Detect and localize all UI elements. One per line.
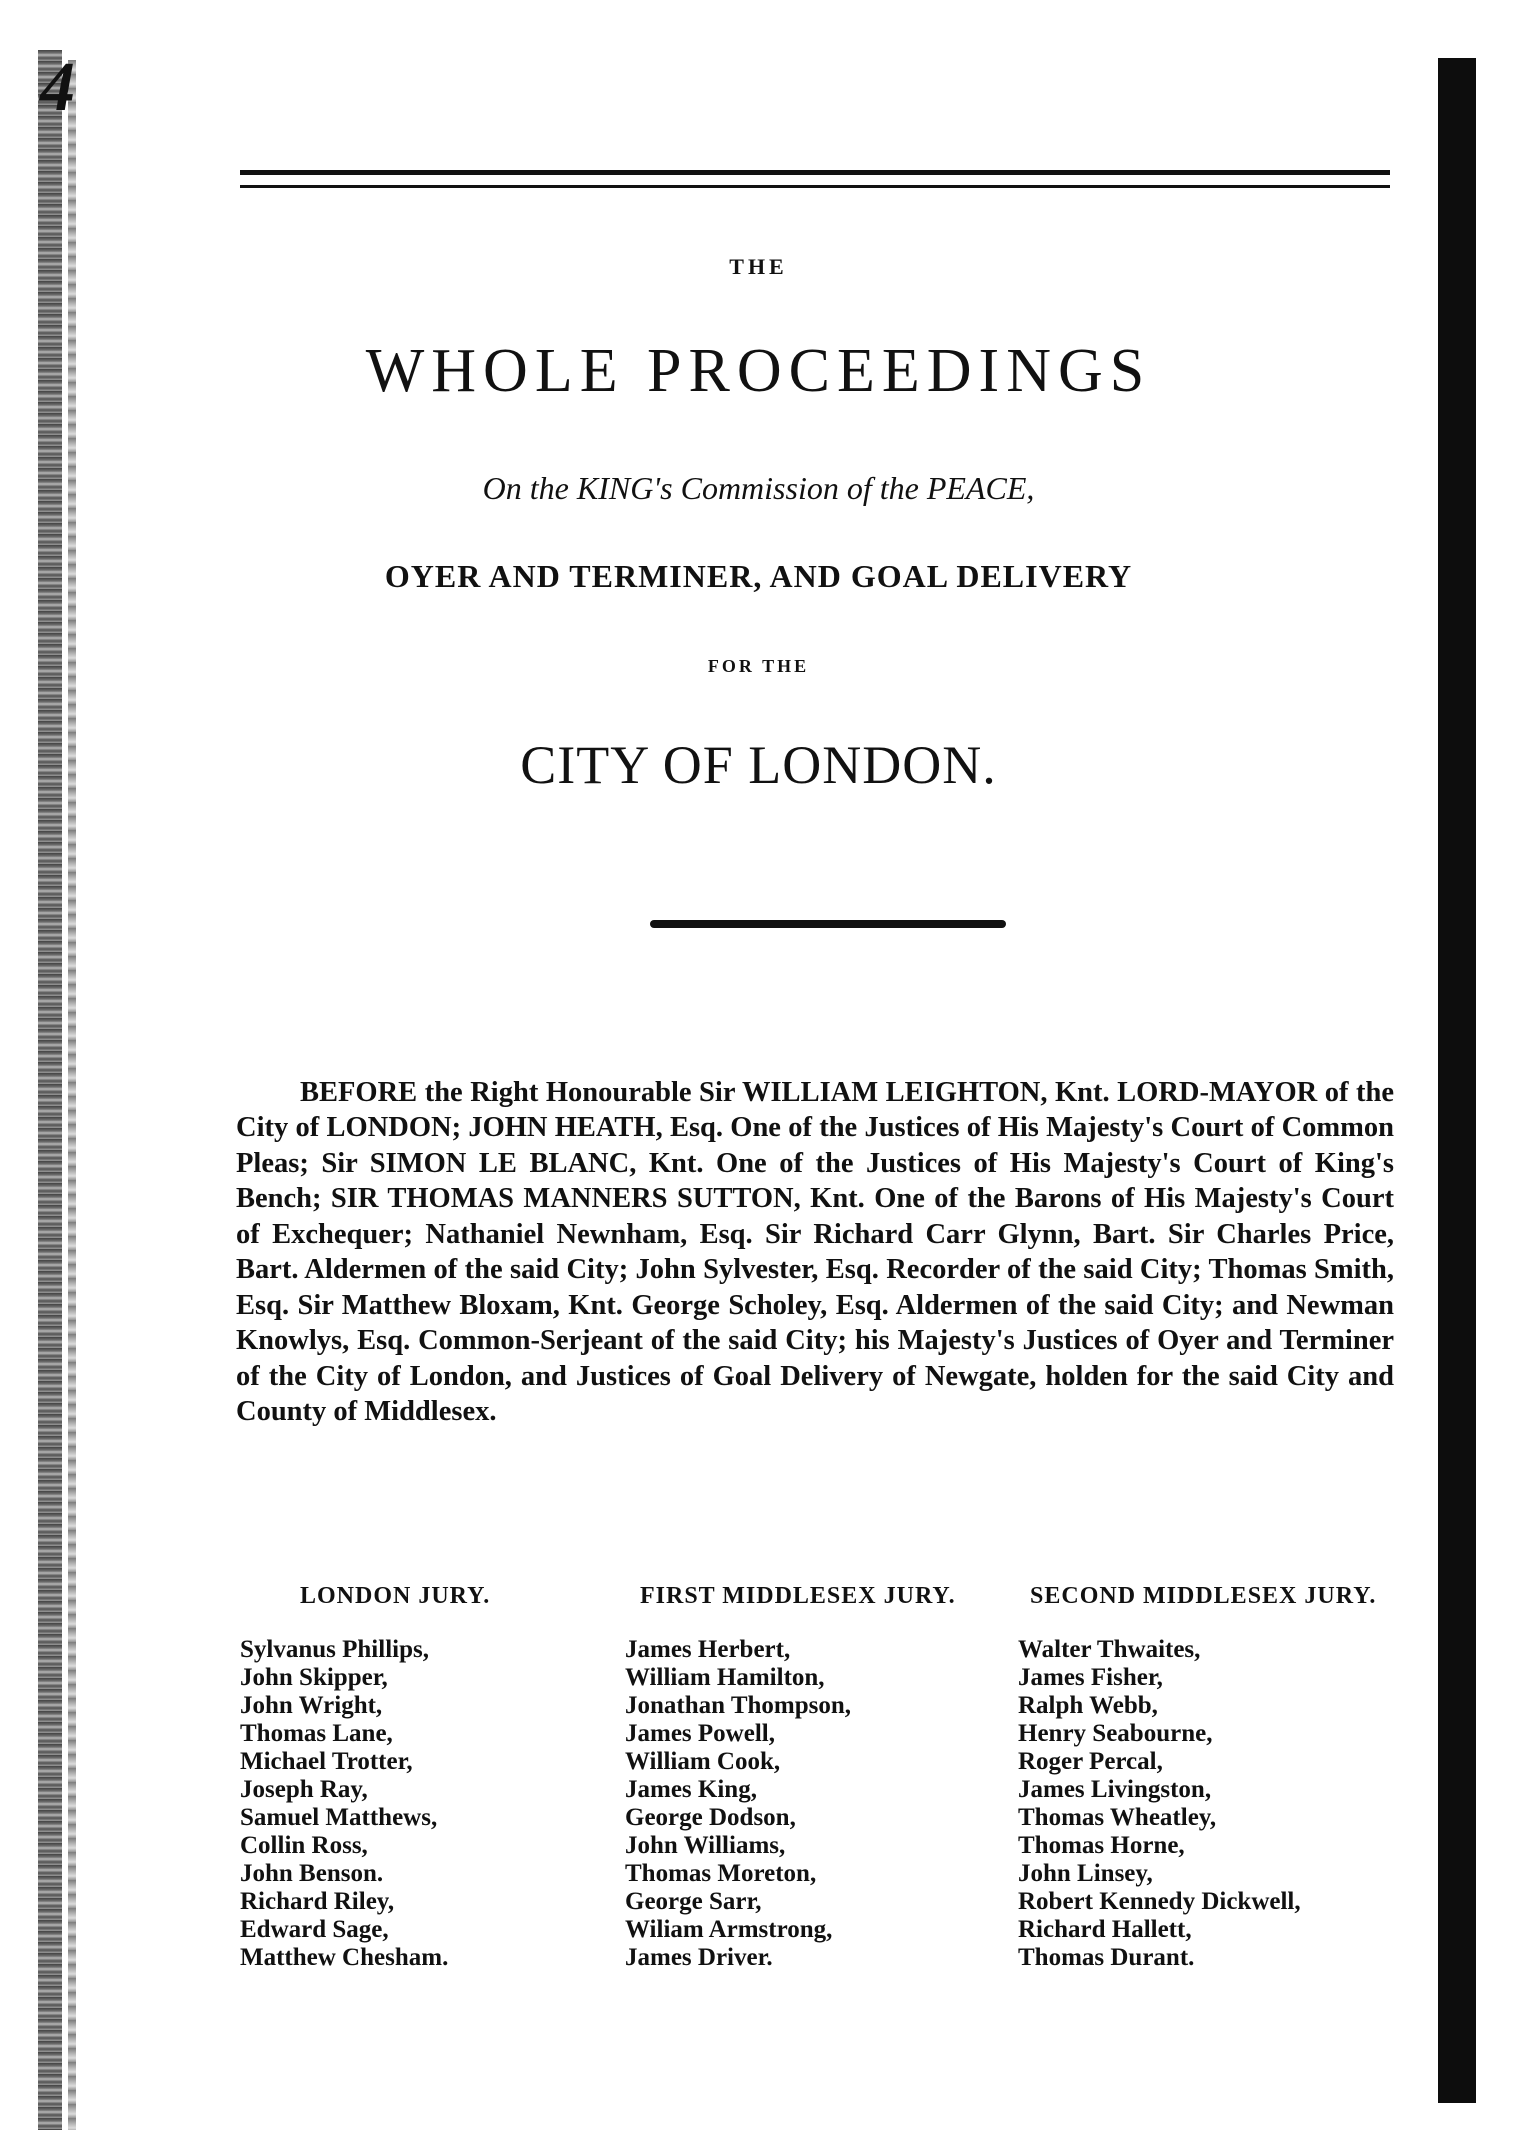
juror-name: Ralph Webb, [1018,1692,1158,1719]
juror-name: James Livingston, [1018,1776,1212,1803]
middle-decorative-rule [650,920,1006,928]
juror-name: Richard Riley, [240,1888,395,1915]
first-middlesex-jury-list [625,1636,851,1972]
juror-name: Roger Percal, [1018,1748,1163,1775]
juror-name: Thomas Wheatley, [1018,1804,1217,1831]
juror-name: James King, [625,1776,757,1803]
juror-name: Henry Seabourne, [1018,1720,1213,1747]
juror-name: Thomas Durant. [1018,1944,1195,1971]
juror-name: Thomas Moreton, [625,1860,817,1887]
juror-name: Samuel Matthews, [240,1804,438,1831]
juror-name: Wiliam Armstrong, [625,1916,833,1943]
juror-name: Matthew Chesham. [240,1944,449,1971]
juror-name: Joseph Ray, [240,1776,368,1803]
london-jury-heading: LONDON JURY. [300,1583,491,1609]
juror-name: James Fisher, [1018,1664,1163,1691]
juror-name: George Dodson, [625,1804,796,1831]
juror-name: John Benson. [240,1860,384,1887]
juror-name: Edward Sage, [240,1916,389,1943]
header-the: THE [729,254,788,279]
juror-name: Collin Ross, [240,1832,368,1859]
page-number: 4 [40,49,75,126]
header-for-the: FOR THE [707,656,810,676]
juror-name: John Skipper, [240,1664,388,1691]
subtitle-oyer-terminer: OYER AND TERMINER, AND GOAL DELIVERY [384,558,1133,594]
juror-name: Walter Thwaites, [1018,1636,1201,1663]
second-middlesex-jury-heading: SECOND MIDDLESEX JURY. [1030,1583,1377,1609]
juror-name: Thomas Lane, [240,1720,393,1747]
juror-name: Sylvanus Phillips, [240,1636,429,1663]
juror-name: Jonathan Thompson, [625,1692,852,1719]
page-title: WHOLE PROCEEDINGS [365,337,1152,405]
juror-name: John Williams, [625,1832,786,1859]
juror-name: James Herbert, [625,1636,791,1663]
juror-name: James Driver. [625,1944,773,1971]
city-title: CITY OF LONDON. [520,735,997,795]
juror-name: George Sarr, [625,1888,762,1915]
juror-name: Richard Hallett, [1018,1916,1192,1943]
juror-name: Michael Trotter, [240,1748,413,1775]
juror-name: John Wright, [240,1692,383,1719]
first-middlesex-jury-heading: FIRST MIDDLESEX JURY. [640,1583,956,1609]
juror-name: Thomas Horne, [1018,1832,1185,1859]
juror-name: Robert Kennedy Dickwell, [1018,1888,1301,1915]
second-middlesex-jury-list [1018,1636,1301,1972]
juror-name: William Hamilton, [625,1664,825,1691]
intro-paragraph: BEFORE the Right Honourable Sir WILLIAM LEIGHTON, Knt. LORD-MAYOR of the City of LONDON; JOHN HEATH, Esq. One of the Justices of His Majesty's Court of Common Pleas; Sir SIMON LE BLANC, Knt. One of the Justices of His Majesty's Court of King's Bench; SIR THOMAS MANNERS SUTTON, Knt. One of the Barons of His Majesty's Court of Exchequer; Nathaniel Newnham, Esq. Sir Richard Carr Glynn, Bart. Sir Charles Price, Bart. Aldermen of the said City; John Sylvester, Esq. Recorder of the said City; Thomas Smith, Esq. Sir Matthew Bloxam, Knt. George Scholey, Esq. Aldermen of the said City; and Newman Knowlys, Esq. Common-Serjeant of the said City; his Majesty's Justices of Oyer and Terminer of the City of London, and Justices of Goal Delivery of Newgate, holden for the said City and County of Middlesex. [236,1076,1394,1427]
top-decorative-rule [240,170,1390,188]
juror-name: William Cook, [625,1748,781,1775]
juror-name: James Powell, [625,1720,775,1747]
juror-name: John Linsey, [1018,1860,1153,1887]
london-jury-list [240,1636,448,1972]
subtitle-commission: On the KING's Commission of the PEACE, [482,470,1035,506]
